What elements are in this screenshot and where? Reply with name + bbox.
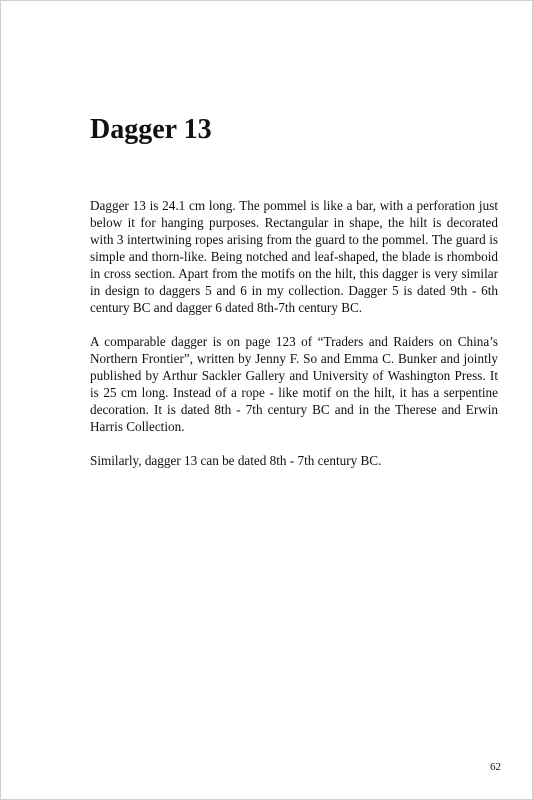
paragraph-comparison: A comparable dagger is on page 123 of “Traders and Raiders on China’s Northern Frontier”, written by Jenny F. So and Emma C. Bunker and jointly published by Arthur Sackler Gallery and University of Washington Press. It is 25 cm long. Instead of a rope - like motif on the hilt, it has a serpentine decoration. It is dated 8th - 7th century BC and in the Therese and Erwin Harris Collection. [90,334,498,434]
paragraph-description: Dagger 13 is 24.1 cm long. The pommel is like a bar, with a perforation just below it for hanging purposes. Rectangular in shape, the hilt is decorated with 3 intertwining ropes arising from the guard to the pommel. The guard is simple and thorn-like. Being notched and leaf-shaped, the blade is rhomboid in cross section. Apart from the motifs on the hilt, this dagger is very similar in design to daggers 5 and 6 in my collection. Dagger 5 is dated 9th - 6th century BC and dagger 6 dated 8th-7th century BC. [90,198,498,315]
paragraph-conclusion: Similarly, dagger 13 can be dated 8th - 7th century BC. [90,453,382,468]
page-number: 62 [490,761,501,773]
page-title: Dagger 13 [90,114,212,145]
body-text [90,197,498,486]
